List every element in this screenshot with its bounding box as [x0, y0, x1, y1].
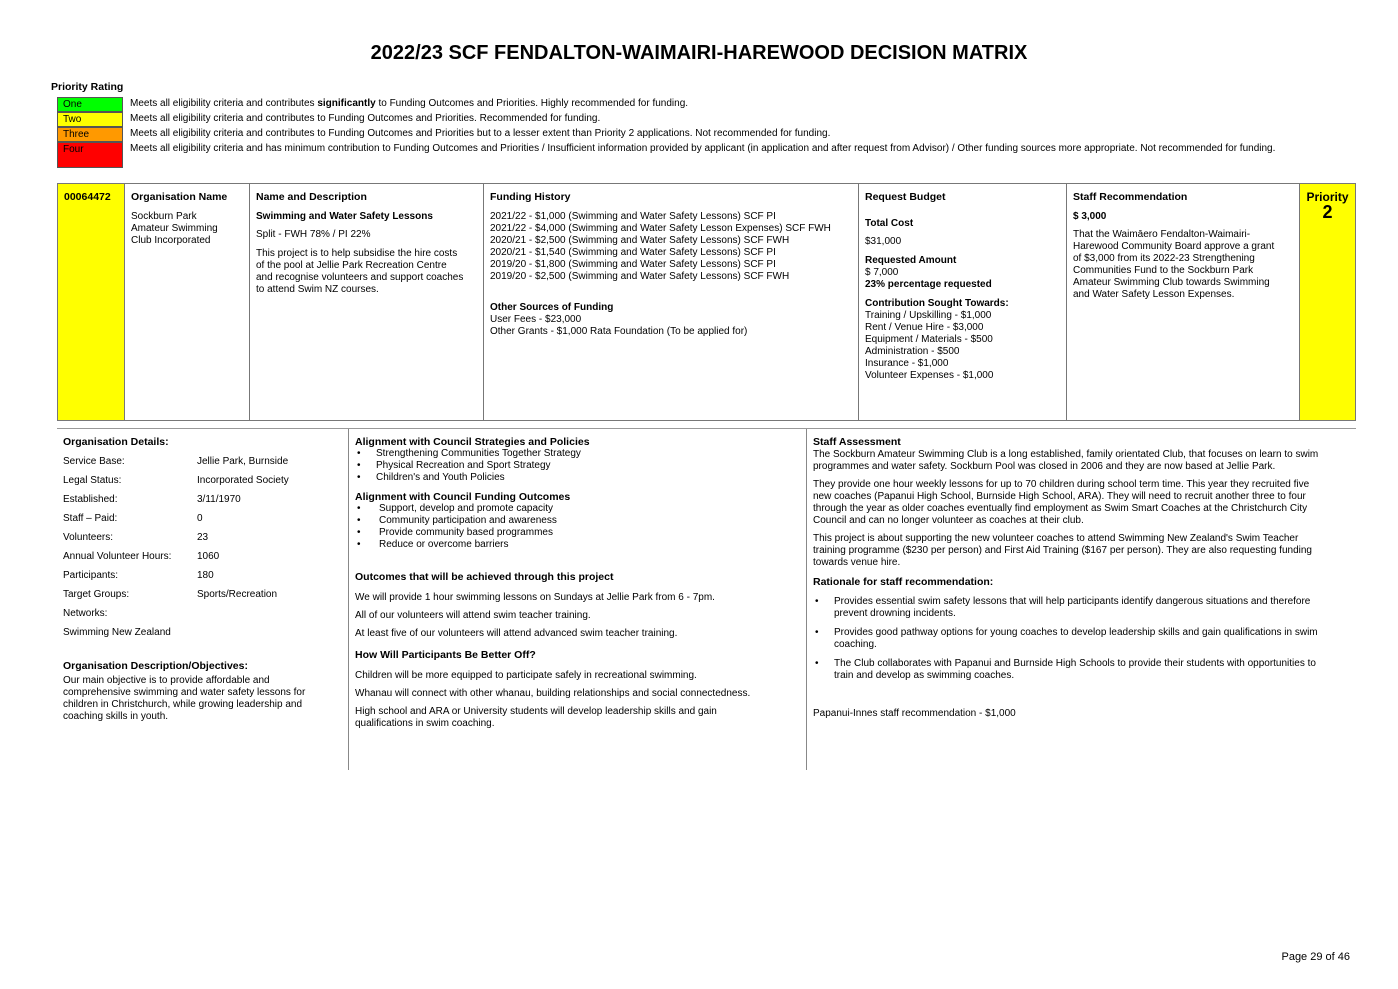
detail-key: Participants:	[63, 569, 119, 581]
achieved-item: At least five of our volunteers will attend advanced swim teacher training.	[355, 628, 678, 639]
detail-key: Staff – Paid:	[63, 512, 118, 524]
network-value: Swimming New Zealand	[63, 626, 171, 638]
priority-header: Priority	[1306, 190, 1349, 204]
staff-recommendation-header: Staff Recommendation	[1073, 191, 1188, 203]
detail-value: 180	[197, 569, 214, 581]
rationale-line: Provides essential swim safety lessons that will help participants identify dangerous situations and therefore	[834, 596, 1311, 607]
contribution-item: Rent / Venue Hire - $3,000	[865, 322, 984, 333]
detail-row	[63, 490, 342, 509]
assessment-paragraph	[813, 479, 1350, 527]
description-line: This project is to help subsidise the hire costs	[256, 248, 458, 259]
assessment-line: Council and can no longer volunteer as coaches at their club.	[813, 515, 1084, 526]
assessment-line: They provide one hour weekly lessons for up to 70 children during school term time. This year they recruited five	[813, 479, 1310, 490]
staff-assessment	[807, 429, 1356, 770]
page-title: 2022/23 SCF FENDALTON-WAIMAIRI-HAREWOOD DECISION MATRIX	[370, 42, 1028, 64]
detail-key: Networks:	[63, 607, 108, 619]
organisation-details-header: Organisation Details:	[63, 436, 169, 448]
priority-text-two: Meets all eligibility criteria and contributes to Funding Outcomes and Priorities. Recommended for funding.	[130, 113, 601, 124]
history-item: 2019/20 - $1,800 (Swimming and Water Safety Lessons) SCF PI	[490, 259, 776, 270]
rationale-item	[813, 596, 1350, 620]
priority-text-four: Meets all eligibility criteria and has minimum contribution to Funding Outcomes and Priorities / Insufficient information provided by applicant (in application and after request from Advisor) / Other funding sources more appropriate. Not recommended for funding.	[130, 143, 1276, 154]
contribution-item: Equipment / Materials - $500	[865, 334, 993, 345]
detail-row	[63, 471, 342, 490]
better-off-item: qualifications in swim coaching.	[355, 718, 495, 729]
assessment-line: new coaches (Papanui High School, Burnside High School, ARA). They will need to recruit another three to four	[813, 491, 1306, 502]
requested-amount-label: Requested Amount	[865, 255, 957, 266]
better-off-item: High school and ARA or University students will develop leadership skills and gain	[355, 706, 717, 717]
assessment-line: This project is about supporting the new volunteer coaches to attend Swimming New Zealand's Swim Teacher	[813, 533, 1299, 544]
detail-value: Incorporated Society	[197, 474, 289, 486]
org-name-line: Club Incorporated	[131, 235, 211, 246]
rationale-line: prevent drowning incidents.	[834, 608, 956, 619]
rationale-line: train and develop as swimming coaches.	[834, 670, 1015, 681]
description-line: of the pool at Jellie Park Recreation Centre	[256, 260, 447, 271]
better-off-item: Children will be more equipped to participate safely in recreational swimming.	[355, 670, 697, 681]
decision-matrix-row	[57, 183, 1356, 421]
other-source-item: Other Grants - $1,000 Rata Foundation (To be applied for)	[490, 326, 748, 337]
organisation-details	[57, 429, 348, 770]
assessment-line: through the year as older coaches eventually find employment as Swim Smart Coaches at the Christchurch City	[813, 503, 1308, 514]
assessment-paragraph	[813, 533, 1350, 569]
detail-key: Volunteers:	[63, 531, 114, 543]
outcome-item: • Community participation and awareness	[355, 515, 800, 527]
recommendation-line: and Water Safety Lesson Expenses.	[1073, 289, 1235, 300]
outcome-item: • Provide community based programmes	[355, 527, 800, 539]
recommendation-line: That the Waimāero Fendalton-Waimairi-	[1073, 229, 1251, 240]
funding-split: Split - FWH 78% / PI 22%	[256, 229, 371, 240]
detail-row	[63, 547, 342, 566]
description-line: coaching skills in youth.	[63, 711, 169, 722]
better-off-item: Whanau will connect with other whanau, building relationships and social connectedness.	[355, 688, 751, 699]
rationale-line: The Club collaborates with Papanui and Burnside High Schools to provide their students with opportunities to	[834, 658, 1316, 669]
rationale-line: coaching.	[834, 639, 877, 650]
recommendation-line: Harewood Community Board approve a grant	[1073, 241, 1275, 252]
rationale-item	[813, 658, 1350, 682]
strategy-item: • Children's and Youth Policies	[355, 472, 800, 484]
assessment-line: programmes and water safety. Sockburn Pool was closed in 2006 and they are now based at Jellie Park.	[813, 461, 1276, 472]
request-budget-header: Request Budget	[865, 191, 946, 203]
other-board-recommendation: Papanui-Innes staff recommendation - $1,000	[813, 708, 1016, 719]
rationale-line: Provides good pathway options for young coaches to develop leadership skills and gain qualifications in swim	[834, 627, 1318, 638]
application-id: 00064472	[64, 191, 111, 203]
history-item: 2021/22 - $1,000 (Swimming and Water Safety Lessons) SCF PI	[490, 211, 776, 222]
rationale-header: Rationale for staff recommendation:	[813, 576, 994, 588]
priority-text-three: Meets all eligibility criteria and contributes to Funding Outcomes and Priorities but to a lesser extent than Priority 2 applications. Not recommended for funding.	[130, 128, 831, 139]
detail-row	[63, 604, 342, 623]
name-description-cell	[250, 184, 484, 420]
recommendation-line: of $3,000 from its 2022-23 Strengthening	[1073, 253, 1255, 264]
detail-row	[63, 528, 342, 547]
description-line: comprehensive swimming and water safety lessons for	[63, 687, 306, 698]
strategy-item: • Strengthening Communities Together Strategy	[355, 448, 800, 460]
total-cost-value: $31,000	[865, 236, 902, 247]
other-source-item: User Fees - $23,000	[490, 314, 582, 325]
organisation-description-header: Organisation Description/Objectives:	[63, 660, 248, 672]
description-line: to attend Swim NZ courses.	[256, 284, 379, 295]
alignment-section	[349, 429, 806, 770]
funding-outcomes-header: Alignment with Council Funding Outcomes	[355, 491, 571, 503]
funding-history-header: Funding History	[490, 191, 571, 203]
description-line: Our main objective is to provide affordable and	[63, 675, 270, 686]
project-name: Swimming and Water Safety Lessons	[256, 211, 433, 222]
outcome-item: • Support, develop and promote capacity	[355, 503, 800, 515]
detail-key: Legal Status:	[63, 474, 122, 486]
name-description-header: Name and Description	[256, 191, 367, 203]
priority-box-three: Three	[57, 127, 123, 142]
request-budget-cell	[859, 184, 1067, 420]
contribution-item: Training / Upskilling - $1,000	[865, 310, 992, 321]
org-name-line: Amateur Swimming	[131, 223, 218, 234]
achieved-item: We will provide 1 hour swimming lessons on Sundays at Jellie Park from 6 - 7pm.	[355, 592, 715, 603]
organisation-name-cell	[125, 184, 250, 420]
priority-rating-heading: Priority Rating	[51, 81, 124, 93]
assessment-line: training programme ($230 per person) and First Aid Training ($167 per person). They are also requesting funding	[813, 545, 1312, 556]
achieved-item: All of our volunteers will attend swim teacher training.	[355, 610, 591, 621]
recommendation-line: Amateur Swimming Club towards Swimming	[1073, 277, 1270, 288]
detail-value: 0	[197, 512, 203, 524]
recommended-amount: $ 3,000	[1073, 211, 1107, 222]
rationale-item	[813, 627, 1350, 651]
achieved-outcomes-header: Outcomes that will be achieved through this project	[355, 571, 614, 583]
history-item: 2020/21 - $1,540 (Swimming and Water Safety Lessons) SCF PI	[490, 247, 776, 258]
staff-recommendation-cell	[1067, 184, 1300, 420]
application-id-cell	[58, 184, 125, 420]
description-line: children in Christchurch, while growing leadership and	[63, 699, 303, 710]
page-number: Page 29 of 46	[1281, 951, 1350, 963]
funding-history-cell	[484, 184, 859, 420]
history-item: 2020/21 - $2,500 (Swimming and Water Safety Lessons) SCF FWH	[490, 235, 790, 246]
detail-value: Jellie Park, Burnside	[197, 455, 289, 467]
contribution-item: Volunteer Expenses - $1,000	[865, 370, 994, 381]
priority-cell	[1300, 184, 1355, 420]
org-name-line: Sockburn Park	[131, 211, 197, 222]
assessment-line: The Sockburn Amateur Swimming Club is a long established, family orientated Club, that focuses on learn to swim	[813, 449, 1319, 460]
detail-value: 23	[197, 531, 209, 543]
priority-value: 2	[1322, 202, 1333, 222]
outcome-item: • Reduce or overcome barriers	[355, 539, 800, 551]
detail-row	[63, 566, 342, 585]
contribution-header: Contribution Sought Towards:	[865, 298, 1009, 309]
other-sources-header: Other Sources of Funding	[490, 302, 614, 313]
detail-value: Sports/Recreation	[197, 588, 278, 600]
staff-assessment-header: Staff Assessment	[813, 436, 901, 448]
history-item: 2021/22 - $4,000 (Swimming and Water Safety Lesson Expenses) SCF FWH	[490, 223, 831, 234]
requested-amount-value: $ 7,000	[865, 267, 899, 278]
description-line: and recognise volunteers and support coaches	[256, 272, 464, 283]
detail-value: 3/11/1970	[197, 493, 241, 505]
percentage-requested: 23% percentage requested	[865, 279, 992, 290]
total-cost-label: Total Cost	[865, 218, 914, 229]
detail-row	[63, 452, 342, 471]
priority-box-two: Two	[57, 112, 123, 127]
contribution-item: Insurance - $1,000	[865, 358, 949, 369]
better-off-header: How Will Participants Be Better Off?	[355, 649, 536, 661]
assessment-line: towards venue hire.	[813, 557, 901, 568]
assessment-paragraph	[813, 449, 1350, 473]
strategies-header: Alignment with Council Strategies and Policies	[355, 436, 590, 448]
detail-row	[63, 509, 342, 528]
recommendation-line: Communities Fund to the Sockburn Park	[1073, 265, 1254, 276]
priority-box-four: Four	[57, 142, 123, 168]
history-item: 2019/20 - $2,500 (Swimming and Water Safety Lessons) SCF FWH	[490, 271, 790, 282]
organisation-name-header: Organisation Name	[131, 191, 228, 203]
detail-key: Service Base:	[63, 455, 125, 467]
contribution-item: Administration - $500	[865, 346, 960, 357]
detail-key: Target Groups:	[63, 588, 130, 600]
priority-box-one: One	[57, 97, 123, 112]
detail-row	[63, 585, 342, 604]
detail-key: Annual Volunteer Hours:	[63, 550, 172, 562]
detail-value: 1060	[197, 550, 220, 562]
detail-key: Established:	[63, 493, 118, 505]
priority-text-one: Meets all eligibility criteria and contributes significantly to Funding Outcomes and Priorities. Highly recommended for funding.	[130, 98, 689, 109]
strategy-item: • Physical Recreation and Sport Strategy	[355, 460, 800, 472]
